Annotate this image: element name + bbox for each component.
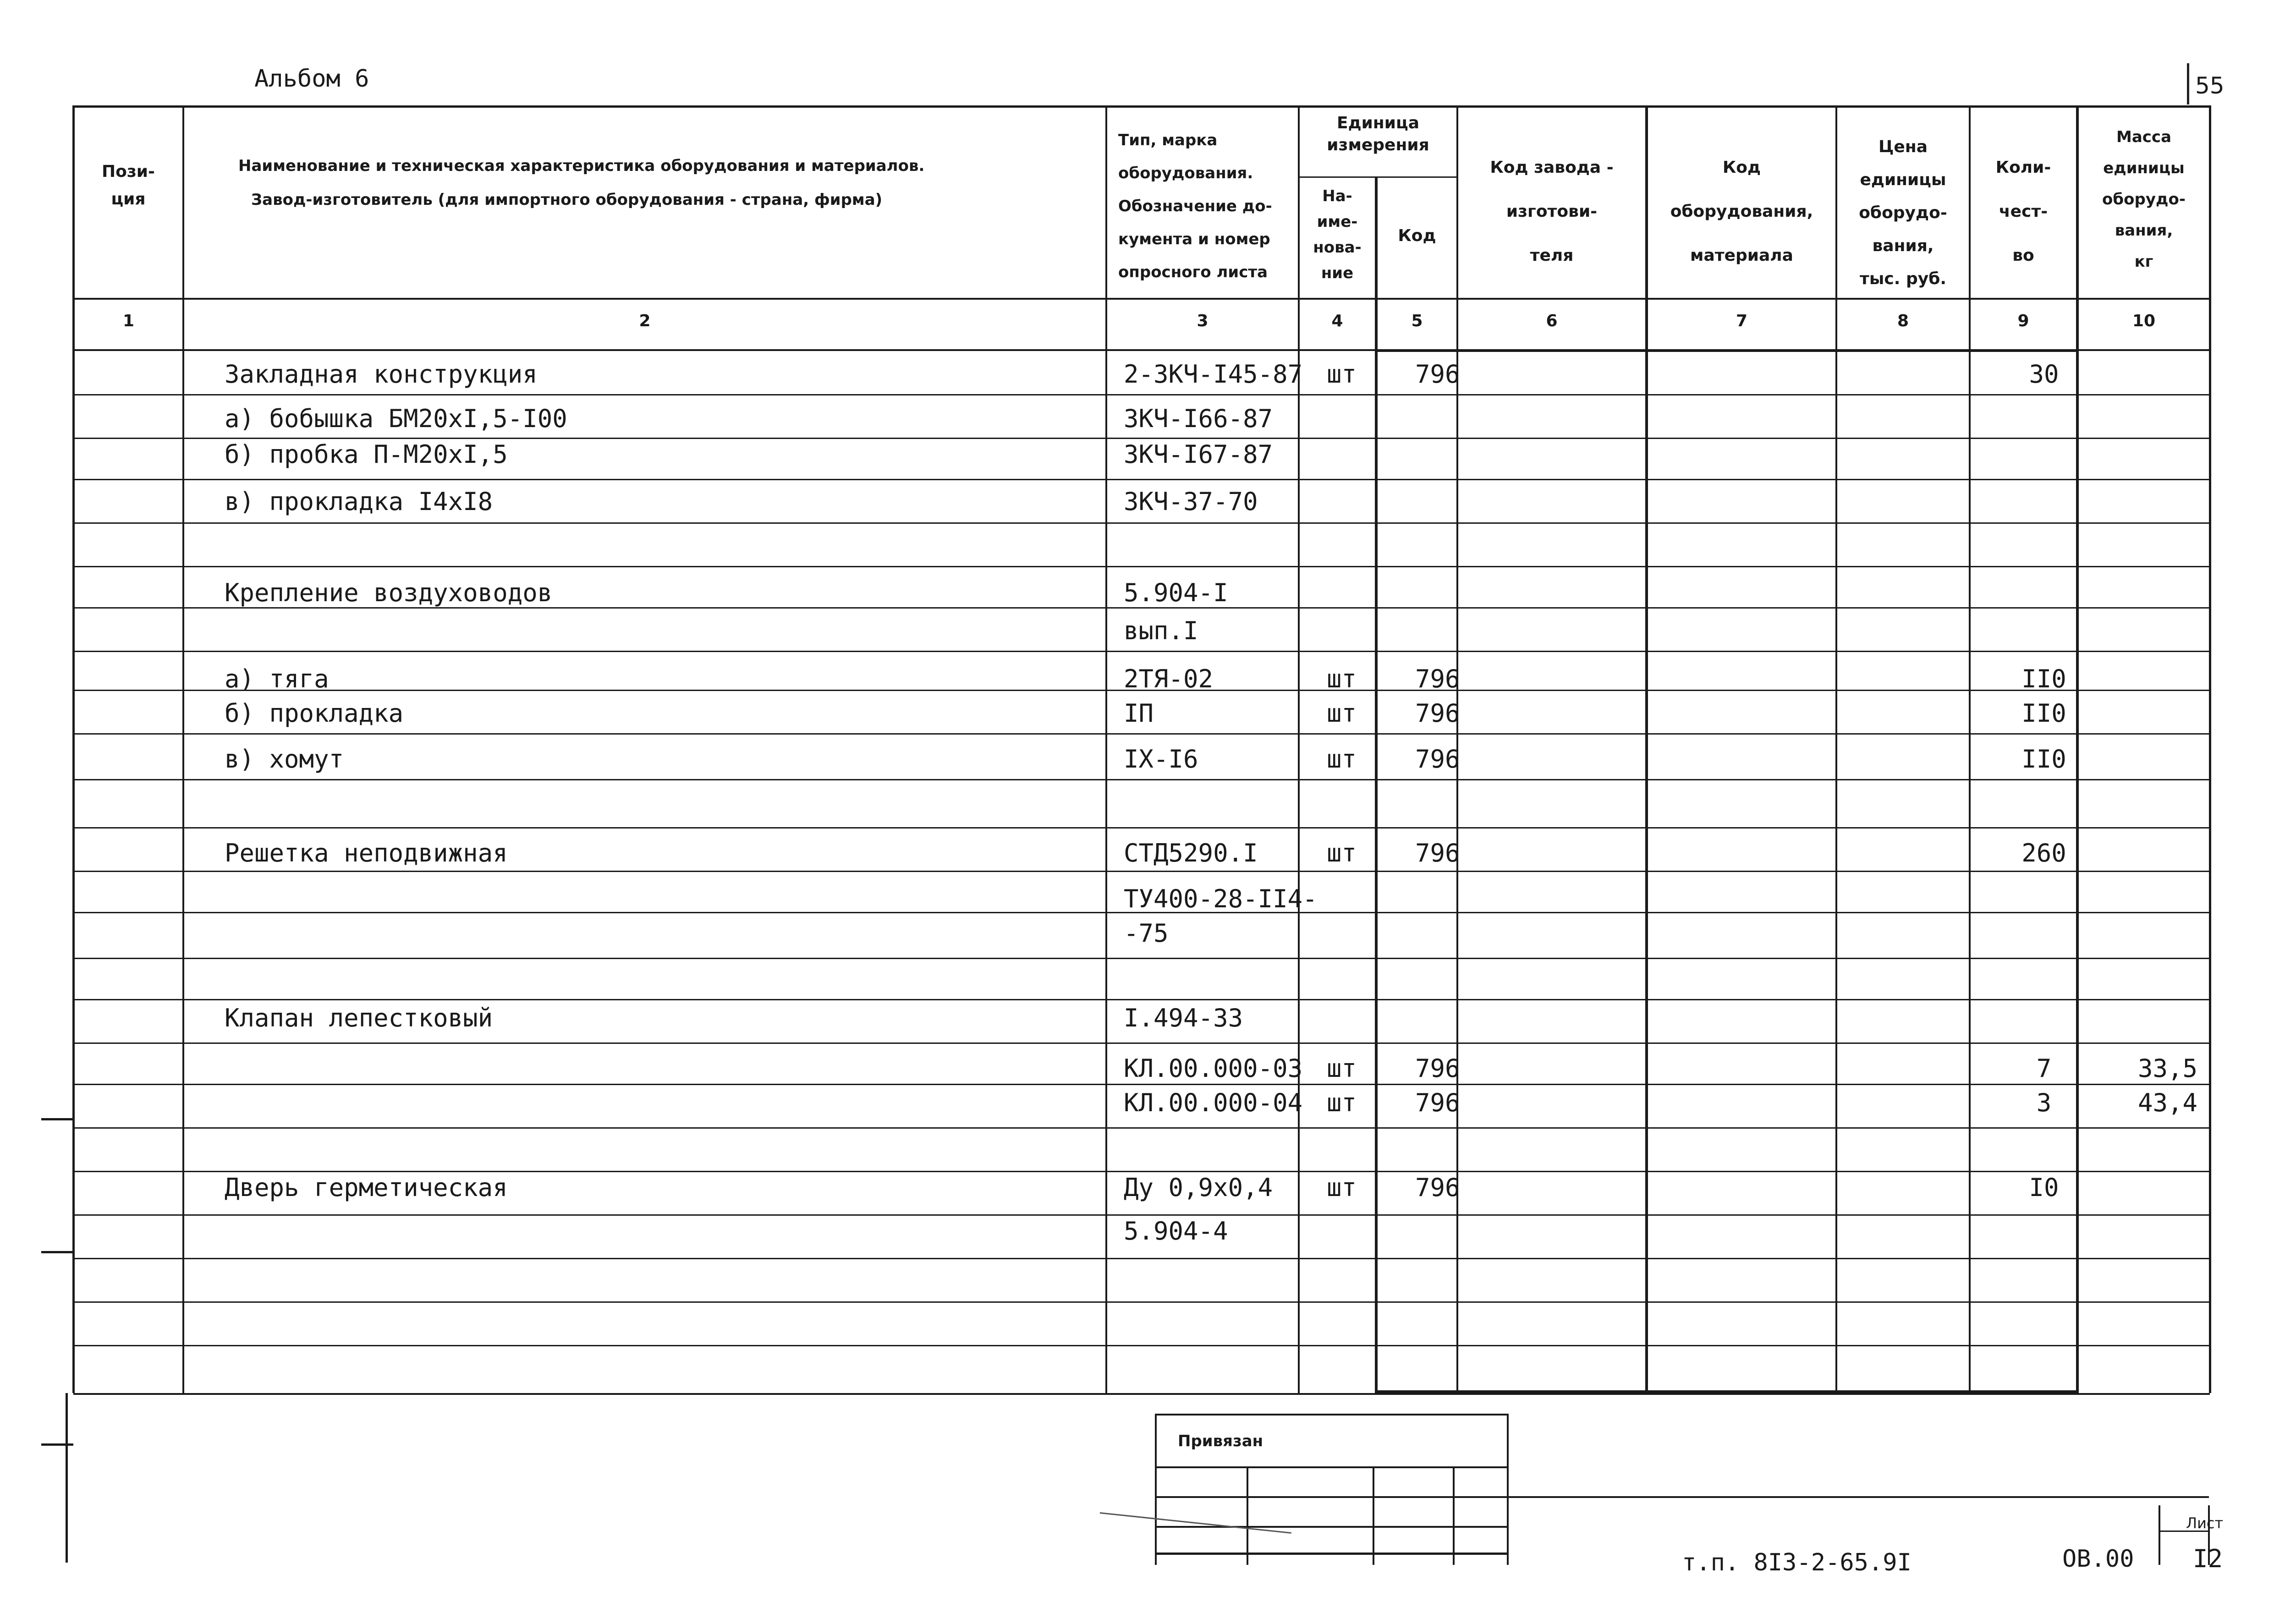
header-col-4-line-2: име- (1317, 213, 1358, 231)
stamp-col-3 (1453, 1466, 1455, 1565)
header-col-10-line-1: Масса (2116, 128, 2172, 146)
item-unit-code: 796 (1415, 360, 1460, 389)
header-col-8-line-3: оборудо- (1859, 203, 1947, 222)
item-quantity: I0 (2029, 1173, 2059, 1202)
item-name: а) тяга (225, 664, 329, 693)
item-name: б) пробка П-М20xI,5 (225, 440, 508, 469)
colnum-8: 8 (1897, 312, 1909, 330)
header-col-10 (2079, 121, 2209, 277)
unit-group-divider (1299, 176, 1457, 178)
col-divider-6 (1645, 105, 1648, 1393)
row-line (73, 1301, 2210, 1303)
header-col-8-line-2: единицы (1860, 170, 1946, 189)
header-col-3-line-2: оборудования. (1118, 164, 1253, 182)
row-line (73, 566, 2210, 567)
item-unit: шт (1327, 360, 1357, 389)
header-col-1-line-1: Пози- (102, 162, 155, 181)
album-title: Альбом 6 (254, 65, 369, 93)
stamp-row-3 (1155, 1526, 1508, 1528)
row-line (73, 479, 2210, 480)
header-col-3-line-1: Тип, марка (1118, 131, 1218, 149)
item-type: 5.904-I (1124, 578, 1228, 607)
table-top-border (73, 105, 2210, 108)
row-line (73, 733, 2210, 735)
document-code: т.п. 8I3-2-65.9I (1682, 1549, 1911, 1576)
item-quantity: 3 (2036, 1088, 2052, 1117)
header-col-6-line-3: теля (1530, 246, 1574, 265)
item-type: ЗКЧ-I67-87 (1124, 440, 1273, 469)
header-col-9-line-1: Коли- (1995, 158, 2051, 177)
header-col-3-line-4: кумента и номер (1118, 230, 1270, 248)
row-line (73, 958, 2210, 959)
header-col-10-line-2: единицы (2103, 159, 2185, 177)
row-line (73, 438, 2210, 439)
header-col-3 (1118, 124, 1297, 289)
item-quantity: 260 (2021, 839, 2066, 867)
header-col-10-line-4: вания, (2115, 221, 2173, 240)
col-divider-2 (1105, 105, 1107, 1393)
header-col-8-line-4: вания, (1872, 236, 1934, 255)
item-unit: шт (1327, 664, 1357, 693)
sheet-number: I2 (2193, 1544, 2223, 1573)
item-unit-code: 796 (1415, 1173, 1460, 1202)
row-line (73, 999, 2210, 1000)
item-type: -75 (1124, 919, 1169, 948)
item-name: Решетка неподвижная (225, 839, 508, 867)
item-quantity: 7 (2036, 1054, 2052, 1083)
row-line (73, 1042, 2210, 1044)
col-divider-3 (1298, 105, 1300, 1393)
item-quantity: 30 (2029, 360, 2059, 389)
binding-margin-line (66, 1393, 68, 1563)
row-line (73, 827, 2210, 828)
header-col-1 (76, 158, 181, 213)
item-unit-code: 796 (1415, 839, 1460, 867)
item-unit-code: 796 (1415, 699, 1460, 728)
row-line (73, 779, 2210, 780)
row-line (73, 1345, 2210, 1346)
right-border (2209, 105, 2211, 1393)
header-col-4-line-1: На- (1322, 187, 1352, 205)
header-col-7 (1648, 146, 1835, 278)
row-line (73, 394, 2210, 395)
item-name: б) прокладка (225, 699, 404, 728)
item-unit: шт (1327, 1088, 1357, 1117)
col-divider-1 (182, 105, 184, 1393)
header-col-1-line-2: ция (111, 190, 146, 208)
colnum-6: 6 (1546, 312, 1558, 330)
header-col-2 (238, 149, 1100, 217)
item-type: 2ТЯ-02 (1124, 664, 1214, 693)
col-divider-4 (1375, 176, 1378, 1393)
item-quantity: II0 (2021, 699, 2066, 728)
item-mass: 43,4 (2137, 1088, 2197, 1117)
item-type: IХ-I6 (1124, 745, 1198, 774)
item-unit-code: 796 (1415, 745, 1460, 774)
header-col-4-line-3: нова- (1313, 238, 1362, 257)
data-box-top (1375, 349, 2079, 352)
colnum-1: 1 (122, 312, 135, 330)
item-unit: шт (1327, 1173, 1357, 1202)
header-bottom-border (73, 298, 2210, 300)
binding-tick-1 (41, 1118, 73, 1120)
header-unit-group-line-2: измерения (1327, 136, 1429, 154)
item-unit: шт (1327, 745, 1357, 774)
header-col-5: Код (1398, 226, 1436, 245)
stamp-col-2 (1373, 1466, 1374, 1565)
stamp-col-1 (1247, 1466, 1248, 1565)
header-col-9 (1971, 146, 2076, 278)
colnum-3: 3 (1197, 312, 1208, 330)
header-col-2-line-2: Завод-изготовитель (для импортного оборудования - страна, фирма) (251, 191, 883, 209)
header-col-7-line-3: материала (1690, 246, 1793, 265)
item-unit: шт (1327, 699, 1357, 728)
item-name: в) хомут (225, 745, 344, 774)
col-divider-7 (1835, 105, 1837, 1393)
header-col-7-line-1: Код (1722, 158, 1761, 177)
colnum-5: 5 (1411, 312, 1423, 330)
header-col-10-line-3: оборудо- (2102, 190, 2186, 208)
item-type: ЗКЧ-37-70 (1124, 487, 1258, 516)
item-type: КЛ.00.000-03 (1124, 1054, 1303, 1083)
item-type: ЗКЧ-I66-87 (1124, 404, 1273, 433)
item-name: Крепление воздуховодов (225, 578, 553, 607)
item-type: Ду 0,9x0,4 (1124, 1173, 1273, 1202)
header-col-4 (1300, 183, 1375, 286)
stamp-top (1155, 1414, 1508, 1416)
header-unit-group-line-1: Единица (1337, 114, 1419, 132)
stamp-row-2 (1155, 1496, 2209, 1498)
colnum-4: 4 (1331, 312, 1343, 330)
binding-tick-2 (41, 1251, 73, 1253)
item-unit: шт (1327, 839, 1357, 867)
item-unit-code: 796 (1415, 664, 1460, 693)
stamp-left (1155, 1414, 1157, 1565)
stamp-row-1 (1155, 1466, 1508, 1468)
colnum-7: 7 (1736, 312, 1748, 330)
header-unit-group (1300, 112, 1456, 156)
row-line (73, 522, 2210, 524)
data-box-bottom (1375, 1390, 2079, 1393)
row-line (73, 1127, 2210, 1129)
row-line (73, 871, 2210, 872)
item-unit-code: 796 (1415, 1054, 1460, 1083)
item-type: 5.904-4 (1124, 1217, 1228, 1245)
header-col-6 (1458, 146, 1645, 278)
header-col-9-line-2: чест- (1999, 202, 2048, 221)
header-col-10-line-5: кг (2134, 252, 2153, 271)
item-type: IП (1124, 699, 1154, 728)
stamp-right (1507, 1414, 1509, 1565)
item-name: а) бобышка БМ20xI,5-I00 (225, 404, 567, 433)
header-col-9-line-3: во (2012, 246, 2034, 265)
section-code: ОВ.00 (2062, 1545, 2134, 1573)
item-type: 2-ЗКЧ-I45-87 (1124, 360, 1303, 389)
page-number: 55 (2195, 72, 2225, 99)
colnum-2: 2 (639, 312, 651, 330)
item-name: Дверь герметическая (225, 1173, 508, 1202)
header-col-7-line-2: оборудования, (1670, 202, 1813, 221)
item-mass: 33,5 (2137, 1054, 2197, 1083)
colnum-9: 9 (2017, 312, 2029, 330)
header-col-4-line-4: ние (1321, 264, 1354, 282)
item-type: СТД5290.I (1124, 839, 1258, 867)
row-line (73, 1084, 2210, 1085)
item-type: I.494-33 (1124, 1004, 1243, 1032)
colnum-10: 10 (2132, 312, 2156, 330)
col-divider-8 (1969, 105, 1971, 1393)
header-col-6-line-2: изготови- (1506, 202, 1598, 221)
stamp-label: Привязан (1178, 1432, 1263, 1450)
item-unit: шт (1327, 1054, 1357, 1083)
item-name: Закладная конструкция (225, 360, 538, 389)
header-col-2-line-1: Наименование и техническая характеристика оборудования и материалов. (238, 157, 925, 175)
item-type: вып.I (1124, 616, 1198, 645)
binding-tick-3 (41, 1443, 73, 1446)
header-col-8-line-1: Цена (1879, 137, 1928, 156)
page-number-divider (2187, 63, 2189, 104)
header-col-3-line-5: опросного листа (1118, 263, 1268, 281)
item-unit-code: 796 (1415, 1088, 1460, 1117)
stamp-diagonal (1100, 1512, 1291, 1534)
header-col-3-line-3: Обозначение до- (1118, 197, 1272, 215)
item-quantity: II0 (2021, 664, 2066, 693)
sheet-label: Лист (2186, 1514, 2224, 1532)
row-line (73, 1214, 2210, 1216)
left-border (72, 105, 75, 1393)
row-line (73, 1258, 2210, 1259)
item-type: КЛ.00.000-04 (1124, 1088, 1303, 1117)
header-col-6-line-1: Код завода - (1490, 158, 1614, 177)
row-line (73, 1171, 2210, 1172)
table-bottom-border (73, 1393, 2210, 1395)
sheet-box-left (2159, 1505, 2160, 1565)
stamp-row-4 (1155, 1553, 1508, 1555)
item-name: Клапан лепестковый (225, 1004, 493, 1032)
item-type: ТУ400-28-II4- (1124, 884, 1318, 913)
item-name: в) прокладка I4xI8 (225, 487, 493, 516)
header-col-8 (1837, 131, 1969, 296)
row-line (73, 651, 2210, 652)
header-col-8-line-5: тыс. руб. (1859, 269, 1947, 288)
item-quantity: II0 (2021, 745, 2066, 774)
